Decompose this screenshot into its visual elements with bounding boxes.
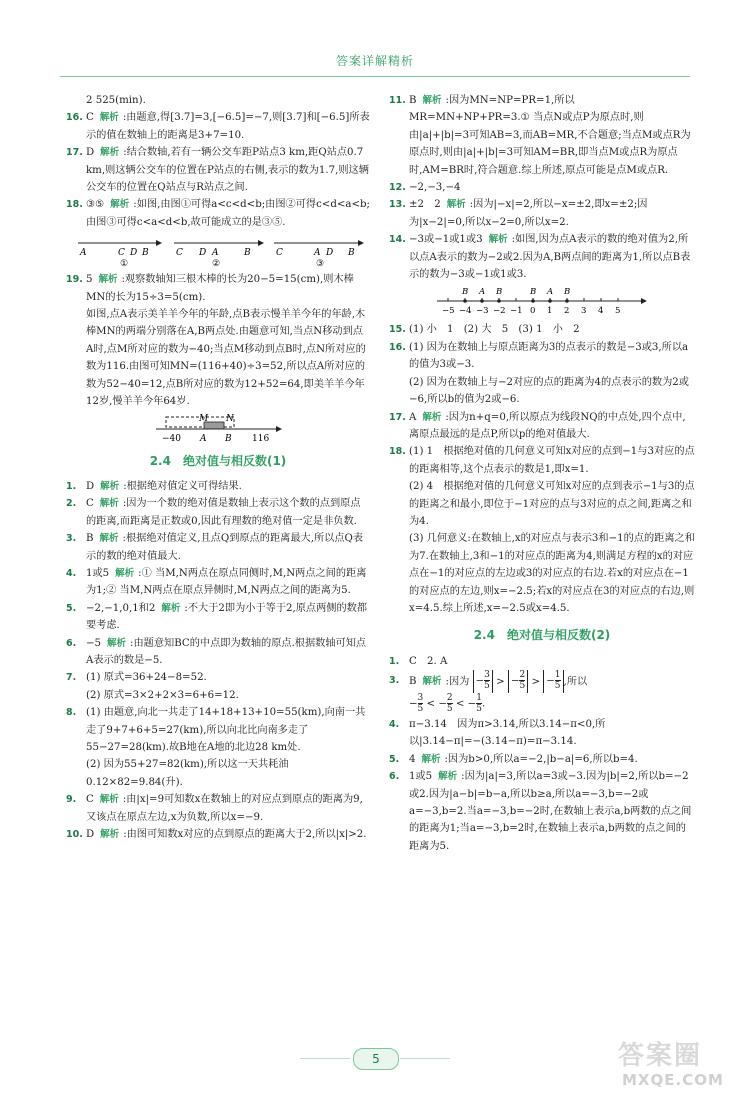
answer-text: (1) 由题意,向北一共走了14+18+13+10=55(km),向南一共走了9+7+6+5=27(km),所以向北比向南多走了55−27=28(km).故B地在A地的北边28 km处. <box>86 707 366 753</box>
answer-key: C <box>86 794 94 806</box>
analysis-label: 解析 <box>438 771 458 783</box>
point-label: B <box>348 248 355 259</box>
analysis-label: 解析 <box>421 753 441 765</box>
analysis-label: 解析 <box>422 676 442 688</box>
fraction: $\frac{2}{5}$ <box>519 670 526 692</box>
point-label-n: N <box>226 413 234 424</box>
footer-rule-left <box>300 1058 350 1059</box>
answer-14 <box>389 231 695 283</box>
figure-caption: ③ <box>316 259 325 270</box>
abs-value: − $\frac{3}{5}$ <box>473 670 493 693</box>
right-column <box>389 92 695 855</box>
fraction: $\frac{3}{5}$ <box>484 670 490 692</box>
answer-s2-5 <box>389 751 695 768</box>
answer-19 <box>66 271 370 306</box>
item-number: 3. <box>389 675 400 687</box>
number-line-2 <box>174 240 264 269</box>
point-label: B <box>564 287 571 298</box>
answer-text: :不大于2即为小于等于2,原点两侧的数都要考虑. <box>86 602 368 632</box>
answer-key: B <box>86 533 94 545</box>
point-label: A <box>479 287 486 298</box>
answer-text: −2,−3,−4 <box>409 182 461 194</box>
header-rule <box>60 76 690 77</box>
answer-13 <box>389 196 695 231</box>
answer-15-cont: 2 525(min). <box>86 95 146 106</box>
item-number: 15. <box>389 324 406 336</box>
answer-s1-8-cont: (2) 因为55+27=82(km),所以这一天共耗油0.12×82=9.84(升). <box>86 759 289 788</box>
analysis-label: 解析 <box>107 637 127 649</box>
watermark-text: 答案圈 <box>618 1041 703 1071</box>
point-label: A <box>547 287 554 298</box>
answer-s1-2 <box>66 495 370 530</box>
point-label: D <box>199 248 207 259</box>
answer-17r <box>389 409 695 444</box>
item-number: 6. <box>66 637 77 649</box>
answer-s1-9 <box>66 791 370 826</box>
item-number: 3. <box>66 533 77 545</box>
item-number: 18. <box>389 446 406 458</box>
fraction: $\frac{1}{5}$ <box>554 670 561 692</box>
analysis-label: 解析 <box>161 602 181 614</box>
answer-text: (1) 1 根据绝对值的几何意义可知x对应的点到−1与3对应的点的距离相等,这个点表示的数是1,即x=1. <box>409 446 695 475</box>
point-label: A <box>314 248 321 259</box>
point-label: D <box>130 248 138 259</box>
page-header <box>0 0 750 80</box>
answer-key: B <box>409 676 417 688</box>
point-label: C <box>118 248 125 259</box>
abs-value: − $\frac{1}{5}$ <box>543 670 563 693</box>
answer-text: :由|x|=9可知数x在数轴上的对应点到原点的距离为9,又该点在原点左边,x为负数,所以x=−9. <box>86 794 363 823</box>
tick-label: 116 <box>252 433 270 443</box>
answer-s2-3: 3. B 解析 :因为 − $\frac{3}{5}$ > − $\frac{2}{5}$ > − $\frac{1}{5}$ ,所以 − $\frac{3}{5}$ < − $\frac{2}{5}$ < − $\frac{1}{5}$ . <box>389 670 588 715</box>
abs-value: − $\frac{2}{5}$ <box>508 670 528 693</box>
analysis-label: 解析 <box>100 480 120 492</box>
answer-text: :因为|−x|=2,所以−x=±2,即x=±2;因为|x−2|=0,所以x−2=0,所以x=2. <box>409 199 648 228</box>
answer-s2-1 <box>389 653 695 670</box>
tick-label: 1 <box>547 306 553 317</box>
item-number: 10. <box>66 829 83 841</box>
watermark-url: MXQE.COM <box>622 1071 724 1089</box>
answer-text: :因为n+q=0,所以原点为线段NQ的中点处,四个点中,离原点最远的是点P,所以p的绝对值最大. <box>409 411 686 440</box>
tick-label: −1 <box>510 306 523 317</box>
answer-18 <box>66 196 370 231</box>
point-label: B <box>530 287 537 298</box>
item-number: 11. <box>389 95 406 106</box>
analysis-label: 解析 <box>100 829 120 841</box>
point-label-m: M <box>199 413 209 424</box>
answer-11 <box>389 92 695 179</box>
item-number: 4. <box>389 718 400 730</box>
answer-s1-7-cont: (2) 原式=3×2+2×3=6+6=12. <box>86 689 239 701</box>
answer-s2-4 <box>389 716 695 751</box>
answer-s1-7 <box>66 669 370 686</box>
item-number: 2. <box>66 498 77 510</box>
answer-12 <box>389 179 695 196</box>
answer-text: :如图,由图①可得a<c<d<b;由图②可得c<d<a<b;由图③可得c<a<d<b,故可能成立的是③⑤. <box>86 199 370 228</box>
answer-key: B <box>409 95 417 106</box>
tick-label: −4 <box>459 306 472 317</box>
page-number: 5 <box>353 1048 399 1070</box>
point-label: B <box>244 248 251 259</box>
answer-key: 4 <box>409 753 416 765</box>
answer-key: 1或5 <box>409 771 433 783</box>
analysis-label: 解析 <box>115 567 135 579</box>
tick-label: −40 <box>162 433 181 443</box>
answer-text: :如图,因为点A表示的数的绝对值为2,所以点A表示的数为−2或2.因为A,B两点间的距离为1,所以点B表示的数为−3或−1或1或3. <box>409 234 691 281</box>
answer-key: −5 <box>86 637 102 649</box>
analysis-label: 解析 <box>99 794 119 806</box>
tick-label: −2 <box>493 306 506 317</box>
answer-text: :根据绝对值定义,且点Q到原点的距离最大,所以点Q表示的数的绝对值最大. <box>86 533 364 562</box>
answer-key: C <box>86 498 94 510</box>
answer-s1-6 <box>66 635 370 670</box>
point-label-b: B <box>225 433 232 443</box>
answer-text: :由题意,得[3.7]=3,[−6.5]=−7,则[3.7]和[−6.5]所表示的值在数轴上的距离是3+7=10. <box>86 112 370 141</box>
item-number: 17. <box>389 411 406 423</box>
answer-text: :因为|a|=3,所以a=3或−3.因为|b|=2,所以b=−2或2.因为|a−b|=b−a,所以b≥a,所以a=−3,b=−2或a=−3,b=2.当a=−3,b=−2时,在数轴上表示a,b两数的点之间的距离为1;当a=−3,b=2时,在数轴上表示a,b两数的点之间的距离为5. <box>409 771 692 852</box>
figure-caption: ① <box>120 259 129 270</box>
figure-caption: ② <box>212 259 221 270</box>
answer-key: 5 <box>86 274 93 286</box>
answer-key: ③⑤ <box>86 199 105 211</box>
answer-s1-3 <box>66 530 370 565</box>
point-label: C <box>276 248 283 259</box>
answer-text: (1) 因为在数轴上与原点距离为3的点表示的数是−3或3,所以a的值为3或−3. <box>409 341 689 371</box>
answer-key: 1或5 <box>86 567 110 579</box>
point-label-a: A <box>200 433 207 443</box>
answer-text: :① 当M,N两点在原点同侧时,M,N两点之间的距离为1;② 当M,N两点在原点异侧时,M,N两点之间的距离为5. <box>86 567 367 597</box>
header-title: 答案详解精析 <box>335 54 414 68</box>
item-number: 17. <box>66 147 83 159</box>
answer-s1-1 <box>66 478 370 495</box>
point-label: B <box>462 287 469 298</box>
item-number: 8. <box>66 707 77 719</box>
section-title-2-4-1: 2.4 绝对值与相反数(1) <box>149 453 287 468</box>
answer-s2-6 <box>389 768 695 855</box>
item-number: 16. <box>389 341 406 353</box>
answer-text: :因为b>0,所以a=−2,|b−a|=6,所以b=4. <box>444 753 638 765</box>
point-label: C <box>176 248 183 259</box>
item-number: 12. <box>389 182 406 194</box>
answer-key: −2,−1,0,1和2 <box>86 602 156 614</box>
item-number: 19. <box>66 274 83 286</box>
analysis-label: 解析 <box>99 498 119 510</box>
number-line-3 <box>274 240 364 269</box>
answer-text: :因为MN=NP=PR=1,所以MR=MN+NP+PR=3.① 当点N或点P为原点时,则由|a|+|b|=3可知AB=3,而AB=MR,不合题意;当点M或点R为原点时,则由|a|+|b|=3可知AM=BR,即当点M或点R为原点时,AM=BR时,符合题意.综上所述,原点可能是点M或点R. <box>409 95 691 176</box>
analysis-label: 解析 <box>110 199 130 211</box>
answer-key: D <box>86 480 95 492</box>
item-number: 13. <box>389 199 406 211</box>
number-line-figure-19 <box>66 413 370 443</box>
footer-rule-right <box>400 1058 450 1059</box>
answer-s1-4 <box>66 565 370 600</box>
analysis-label: 解析 <box>446 199 466 211</box>
analysis-label: 解析 <box>100 147 120 159</box>
item-number: 9. <box>66 794 77 806</box>
answer-19-cont: 如图,点A表示美羊羊今年的年龄,点B表示慢羊羊今年的年龄,木棒MN的两端分别落在A,B两点处.由题意可知,当点N移动到点A时,点M所对应的数为−40;当点M移动到点B时,点N所对应的数为116.由图可知MN=(116+40)÷3=52,所以点A所对应的数为52−40=12,点B所对应的数为12+52=64,即美羊羊今年12岁,慢羊羊今年64岁. <box>86 309 366 408</box>
watermark-logo <box>618 1035 738 1095</box>
number-line-1 <box>78 240 162 269</box>
answer-text: :根据绝对值定义可得结果. <box>123 480 242 492</box>
item-number: 5. <box>66 602 77 614</box>
answer-text: :由题意知BC的中点即为数轴的原点.根据数轴可知点A表示的数是−5. <box>86 637 367 666</box>
section-title-2-4-2: 2.4 绝对值与相反数(2) <box>473 628 611 643</box>
answer-text: π−3.14 因为π>3.14,所以3.14−π<0,所以|3.14−π|=−(3.14−π)=π−3.14. <box>409 718 606 748</box>
number-line-figure-18 <box>66 233 370 269</box>
analysis-label: 解析 <box>488 234 508 246</box>
tick-label: 3 <box>581 306 587 317</box>
answer-text: :因为一个数的绝对值是数轴上表示这个数的点到原点的距离,而距离是正数或0,因此有理数的绝对值一定是非负数. <box>86 498 361 527</box>
number-line-figure-14 <box>389 285 695 319</box>
item-number: 7. <box>66 672 77 684</box>
answer-key: C <box>86 112 94 124</box>
fraction: $\frac{1}{5}$ <box>476 693 482 715</box>
answer-text: (1) 原式=36+24−8=52. <box>86 672 207 684</box>
answer-key: D <box>86 147 95 159</box>
item-number: 4. <box>66 567 77 579</box>
answer-text: :结合数轴,若有一辆公交车距P站点3 km,距Q站点0.7 km,则这辆公交车的位置在P站点的右侧,表示的数为1.7,则这辆公交车的位置在Q站点与R站点之间. <box>86 147 369 194</box>
item-number: 1. <box>66 480 77 492</box>
point-label: D <box>326 248 334 259</box>
point-label: B <box>496 287 503 298</box>
answer-18r-cont-3: (3) 几何意义:在数轴上,x的对应点与表示3和−1的点的距离之和为7.在数轴上,3和−1的对应点的距离为4,则满足方程的x的对应点在−1的对应点的左边或3的对应点的右边.若x的对应点在−1的对应点的左边,则x=−2.5;若x的对应点在3的对应点的右边,则x=4.5.综上所述,x=−2.5或x=4.5. <box>409 533 695 614</box>
item-number: 14. <box>389 234 406 246</box>
answer-s1-8 <box>66 704 370 756</box>
tick-label: −3 <box>476 306 489 317</box>
answer-16 <box>66 109 370 144</box>
item-number: 1. <box>389 655 400 667</box>
answer-text: :观察数轴知三根木棒的长为20−5=15(cm),则木棒MN的长为15÷3=5(cm). <box>86 274 354 303</box>
answer-18r-cont-2: (2) 4 根据绝对值的几何意义可知x对应的点到表示−1与3的点的距离之和最小,即位于−1对应的点与3对应的点之间,距离之和为4. <box>409 481 695 527</box>
answer-text: :由图可知数x对应的点到原点的距离大于2,所以|x|>2. <box>123 829 367 841</box>
left-column <box>66 92 370 843</box>
point-label: A <box>212 248 219 259</box>
analysis-label: 解析 <box>99 533 119 545</box>
answer-17 <box>66 144 370 196</box>
answer-15 <box>389 321 695 338</box>
answer-text: (1) 小 1 (2) 大 5 (3) 1 小 2 <box>409 324 580 336</box>
analysis-label: 解析 <box>422 95 442 106</box>
answer-key: −3或−1或1或3 <box>409 234 483 246</box>
answer-16r <box>389 339 695 374</box>
answer-s1-10 <box>66 826 370 843</box>
item-number: 16. <box>66 112 83 124</box>
answer-key: A <box>409 411 417 423</box>
answer-key: ±2 2 <box>409 199 441 211</box>
point-label: B <box>142 248 149 259</box>
fraction: $\frac{2}{5}$ <box>446 693 453 715</box>
tick-label: 2 <box>564 306 570 317</box>
item-number: 5. <box>389 753 400 765</box>
answer-s1-5 <box>66 600 370 635</box>
item-number: 18. <box>66 199 83 211</box>
answer-key: D <box>86 829 95 841</box>
tick-label: −5 <box>442 306 455 317</box>
item-number: 6. <box>389 771 400 783</box>
answer-16r-cont: (2) 因为在数轴上与−2对应的点的距离为4的点表示的数为2或−6,所以b的值为2或−6. <box>409 376 689 406</box>
analysis-label: 解析 <box>98 274 118 286</box>
answer-18r <box>389 443 695 478</box>
tick-label: 4 <box>598 306 604 317</box>
tick-label: 5 <box>615 306 621 317</box>
analysis-label: 解析 <box>422 411 442 423</box>
point-label: A <box>80 248 87 259</box>
answer-text: C 2. A <box>409 655 448 667</box>
tick-label: 0 <box>530 306 536 317</box>
fraction: $\frac{3}{5}$ <box>417 693 424 715</box>
analysis-label: 解析 <box>99 112 119 124</box>
